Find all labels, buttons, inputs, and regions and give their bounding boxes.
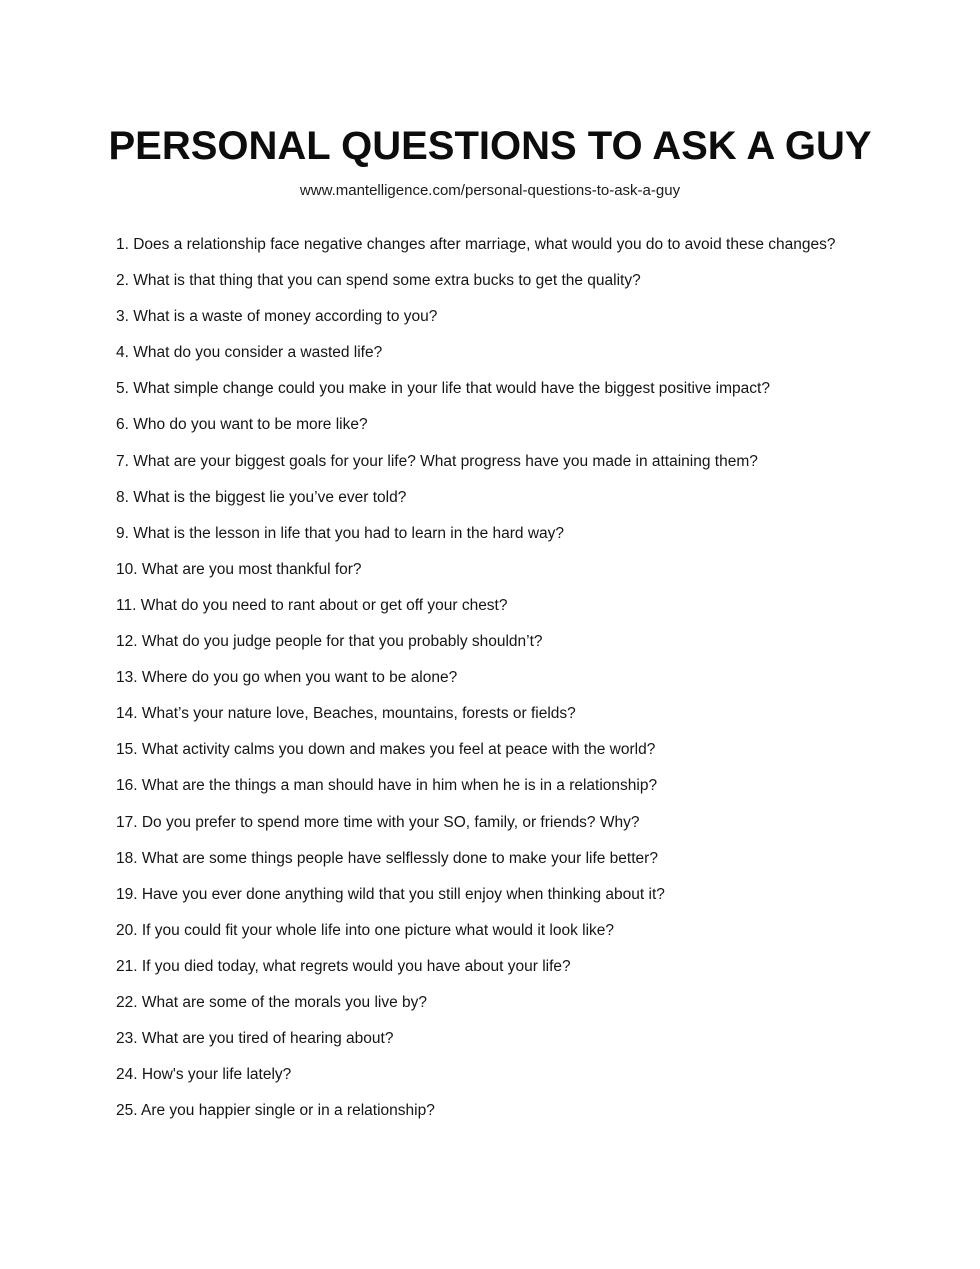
question-item: 12. What do you judge people for that you probably shouldn’t? (116, 633, 543, 651)
question-item: 22. What are some of the morals you live by? (116, 993, 428, 1011)
question-item: 9. What is the lesson in life that you had to learn in the hard way? (116, 524, 565, 542)
question-item: 3. What is a waste of money according to you? (116, 308, 438, 326)
question-item: 18. What are some things people have selflessly done to make your life better? (116, 849, 658, 867)
question-item: 19. Have you ever done anything wild that you still enjoy when thinking about it? (116, 885, 665, 903)
question-list (116, 233, 936, 1135)
question-item: 25. Are you happier single or in a relationship? (116, 1102, 435, 1120)
question-item: 4. What do you consider a wasted life? (116, 344, 383, 362)
question-item: 11. What do you need to rant about or get off your chest? (116, 596, 508, 614)
question-item: 7. What are your biggest goals for your life? What progress have you made in attaining them? (116, 452, 758, 470)
question-item: 16. What are the things a man should have in him when he is in a relationship? (116, 777, 658, 795)
page-title: PERSONAL QUESTIONS TO ASK A GUY (108, 124, 872, 168)
question-item: 6. Who do you want to be more like? (116, 416, 368, 434)
question-item: 10. What are you most thankful for? (116, 560, 362, 578)
source-url: www.mantelligence.com/personal-questions-to-ask-a-guy (299, 182, 681, 199)
question-item: 23. What are you tired of hearing about? (116, 1030, 394, 1048)
question-item: 24. How's your life lately? (116, 1066, 292, 1084)
question-item: 21. If you died today, what regrets would you have about your life? (116, 957, 571, 975)
question-item: 2. What is that thing that you can spend some extra bucks to get the quality? (116, 272, 641, 290)
question-item: 1. Does a relationship face negative changes after marriage, what would you do to avoid these changes? (116, 236, 836, 253)
question-item: 13. Where do you go when you want to be alone? (116, 669, 458, 687)
question-item: 20. If you could fit your whole life into one picture what would it look like? (116, 921, 614, 939)
question-item: 14. What’s your nature love, Beaches, mountains, forests or fields? (116, 705, 576, 723)
question-item: 5. What simple change could you make in your life that would have the biggest positive impact? (116, 380, 770, 398)
question-item: 8. What is the biggest lie you’ve ever told? (116, 488, 407, 506)
question-item: 15. What activity calms you down and makes you feel at peace with the world? (116, 741, 656, 759)
question-item: 17. Do you prefer to spend more time with your SO, family, or friends? Why? (116, 813, 640, 831)
